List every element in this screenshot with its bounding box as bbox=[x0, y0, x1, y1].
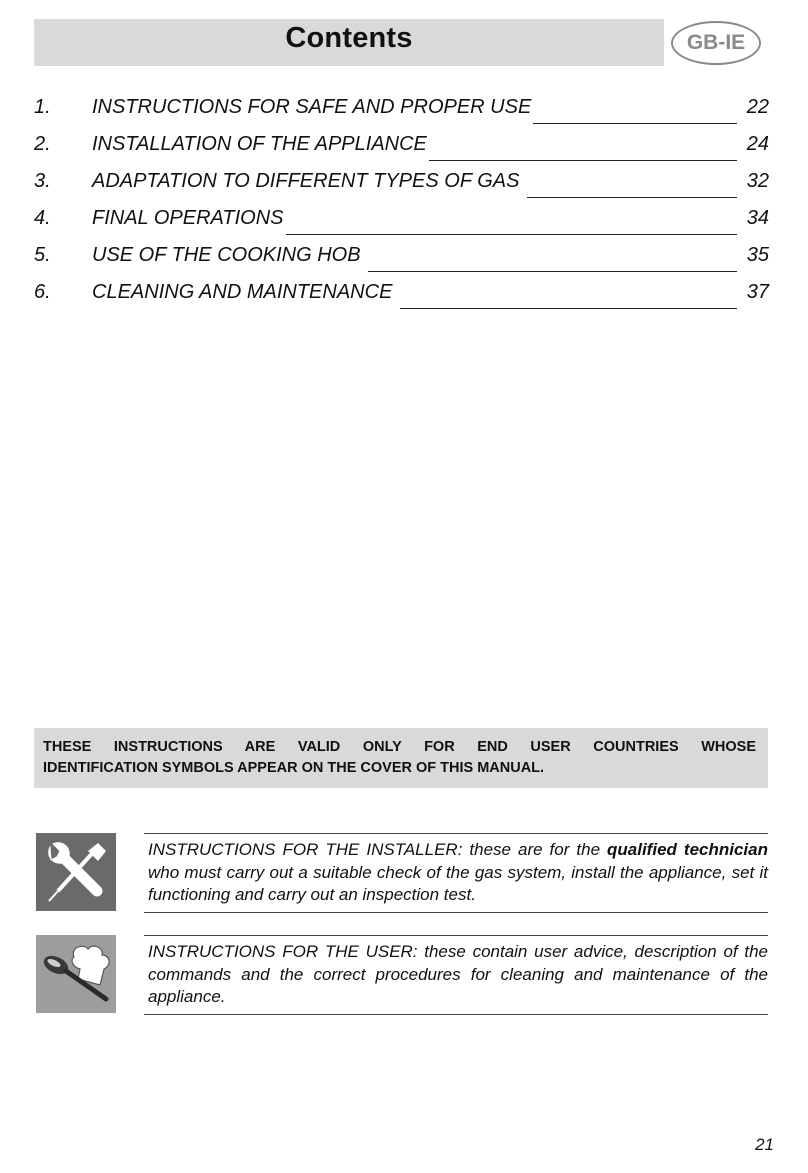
toc-leader bbox=[400, 308, 737, 309]
toc-page: 32 bbox=[746, 170, 769, 192]
toc-page: 34 bbox=[746, 207, 769, 229]
toc-entry[interactable] bbox=[34, 133, 769, 170]
toc-number: 4. bbox=[34, 207, 51, 229]
toc-number: 6. bbox=[34, 281, 51, 303]
toc-number: 2. bbox=[34, 133, 51, 155]
toc-title: CLEANING AND MAINTENANCE bbox=[92, 281, 398, 303]
title-bar bbox=[34, 19, 664, 66]
installer-text bbox=[144, 833, 768, 913]
installer-text-bold: qualified technician bbox=[607, 840, 768, 859]
toc-entry[interactable] bbox=[34, 281, 769, 318]
toc-number: 1. bbox=[34, 96, 51, 118]
toc-entry[interactable] bbox=[34, 96, 769, 133]
toc-entry[interactable] bbox=[34, 170, 769, 207]
toc-leader bbox=[368, 271, 737, 272]
toc-title: FINAL OPERATIONS bbox=[92, 207, 284, 229]
notice-line-2: IDENTIFICATION SYMBOLS APPEAR ON THE COVER OF THIS MANUAL. bbox=[43, 760, 545, 776]
toc-number: 5. bbox=[34, 244, 51, 266]
region-badge: GB-IE bbox=[671, 21, 761, 65]
toc-leader bbox=[286, 234, 737, 235]
toc-leader bbox=[527, 197, 737, 198]
toc-title: USE OF THE COOKING HOB bbox=[92, 244, 367, 266]
toc-page: 22 bbox=[746, 96, 769, 118]
installer-text-part: INSTRUCTIONS FOR THE INSTALLER: these are for the bbox=[148, 840, 608, 859]
installer-text-part: who must carry out a suitable check of the gas system, install the appliance, set it functioning and carry out an inspection test. bbox=[148, 862, 768, 904]
validity-notice bbox=[34, 728, 768, 788]
page-title: Contents bbox=[285, 22, 413, 54]
toc-title: INSTRUCTIONS FOR SAFE AND PROPER USE bbox=[92, 96, 532, 118]
tools-icon bbox=[36, 833, 116, 911]
user-text: INSTRUCTIONS FOR THE USER: these contain user advice, description of the commands and the correct procedures for cleaning and maintenance of the appliance. bbox=[144, 935, 768, 1015]
toc-title: INSTALLATION OF THE APPLIANCE bbox=[92, 133, 427, 155]
toc-leader bbox=[533, 123, 737, 124]
toc-page: 37 bbox=[746, 281, 769, 303]
toc-leader bbox=[429, 160, 737, 161]
toc-entry[interactable] bbox=[34, 244, 769, 281]
table-of-contents bbox=[34, 96, 769, 318]
spoon-chef-hat-icon bbox=[36, 935, 116, 1013]
toc-number: 3. bbox=[34, 170, 51, 192]
toc-title: ADAPTATION TO DIFFERENT TYPES OF GAS bbox=[92, 170, 526, 192]
page-number: 21 bbox=[755, 1135, 774, 1154]
toc-page: 35 bbox=[746, 244, 769, 266]
toc-entry[interactable] bbox=[34, 207, 769, 244]
toc-page: 24 bbox=[746, 133, 769, 155]
notice-line-1: THESE INSTRUCTIONS ARE VALID ONLY FOR END USER COUNTRIES WHOSE bbox=[43, 739, 756, 755]
